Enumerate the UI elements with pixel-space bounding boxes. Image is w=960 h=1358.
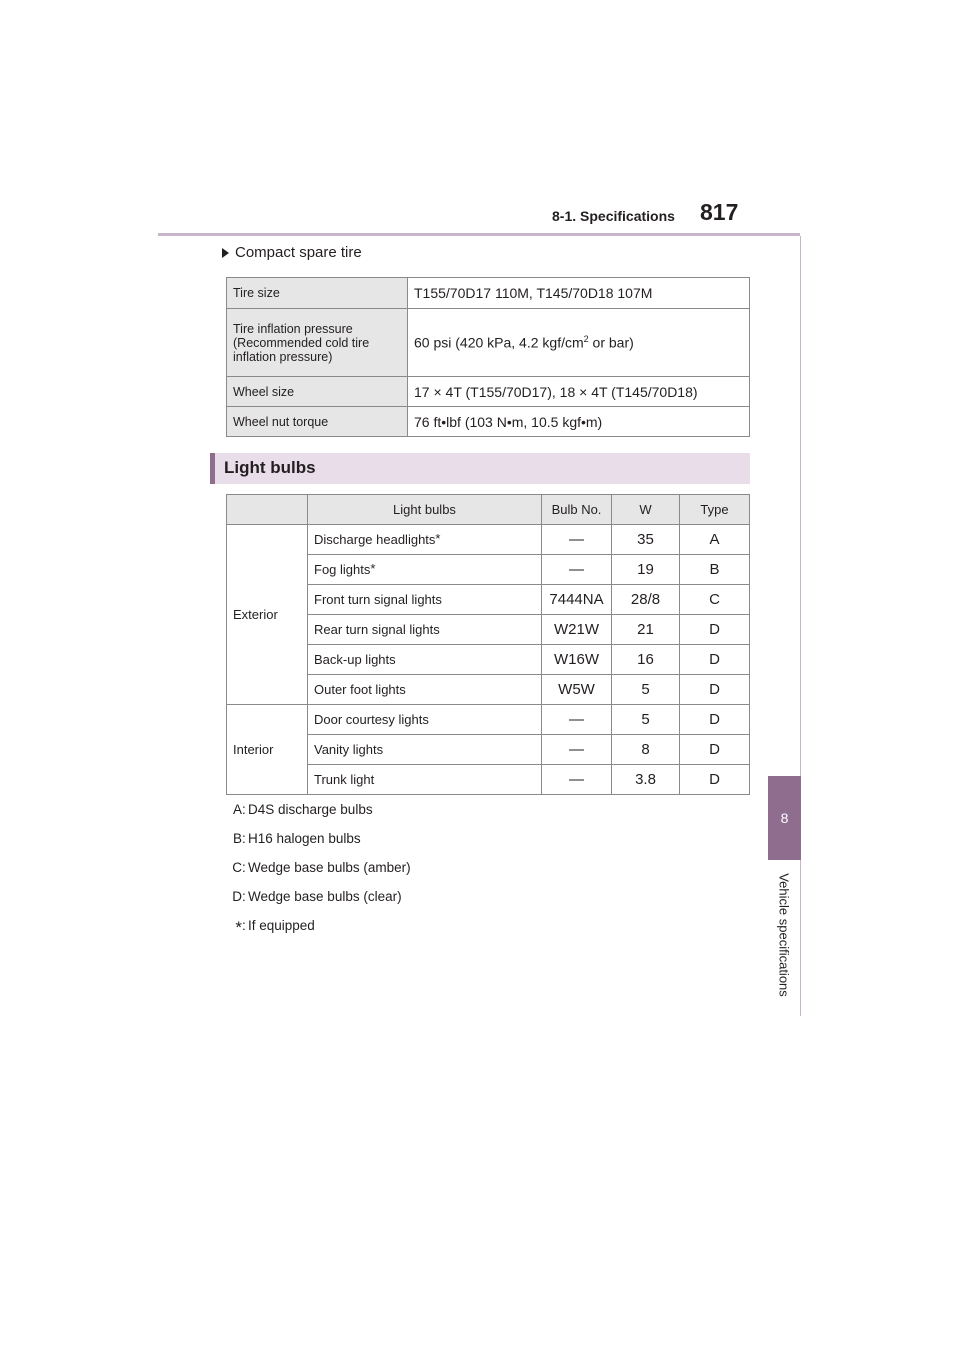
- chapter-number: 8: [780, 810, 789, 826]
- bulb-type: A: [680, 525, 750, 555]
- asterisk-mark: *: [370, 561, 376, 576]
- note-key: *: [235, 918, 242, 937]
- header-light-bulbs: Light bulbs: [308, 495, 542, 525]
- bulb-name: [308, 555, 542, 585]
- bulb-type: D: [680, 765, 750, 795]
- spec-row: [227, 407, 750, 437]
- chapter-tab[interactable]: [768, 776, 801, 860]
- bulb-number: —: [542, 705, 612, 735]
- spec-value: [408, 309, 750, 377]
- light-bulbs-table: [226, 494, 750, 795]
- note-text: Wedge base bulbs (clear): [248, 889, 402, 904]
- group-exterior: Exterior: [227, 525, 308, 705]
- bulb-number: W16W: [542, 645, 612, 675]
- light-bulbs-section-bar: [210, 453, 750, 484]
- spec-key: Tire size: [227, 278, 408, 309]
- section-title: 8-1. Specifications: [552, 208, 675, 224]
- spec-value-end: or bar): [588, 334, 634, 351]
- spec-value: 76 ft•lbf (103 N•m, 10.5 kgf•m): [408, 407, 750, 437]
- side-rule: [800, 236, 801, 1016]
- note-colon: :: [242, 889, 246, 904]
- bulb-name: Trunk light: [308, 765, 542, 795]
- note-item: [224, 918, 411, 947]
- page-number: 817: [700, 199, 739, 225]
- spec-value-sup: 2: [583, 334, 589, 345]
- light-bulbs-title: Light bulbs: [224, 458, 316, 477]
- bulb-number: 7444NA: [542, 585, 612, 615]
- note-key: D: [232, 889, 242, 904]
- bulb-number: —: [542, 765, 612, 795]
- spec-key-line: inflation pressure): [233, 349, 333, 364]
- triangle-bullet-icon: [222, 248, 229, 258]
- note-text: Wedge base bulbs (amber): [248, 860, 411, 875]
- bulb-name: Back-up lights: [308, 645, 542, 675]
- spec-key: Wheel nut torque: [227, 407, 408, 437]
- note-key: B: [232, 831, 242, 846]
- bulb-watts: 28/8: [612, 585, 680, 615]
- bulb-name: Front turn signal lights: [308, 585, 542, 615]
- header-type: Type: [680, 495, 750, 525]
- note-item: [224, 889, 411, 918]
- bulb-number: —: [542, 735, 612, 765]
- bulb-name: Vanity lights: [308, 735, 542, 765]
- chapter-label: Vehicle specifications: [776, 873, 792, 997]
- bulb-number: W5W: [542, 675, 612, 705]
- note-colon: :: [242, 860, 246, 875]
- bulb-watts: 3.8: [612, 765, 680, 795]
- bulb-type: C: [680, 585, 750, 615]
- bulb-number: —: [542, 555, 612, 585]
- bulb-watts: 5: [612, 705, 680, 735]
- note-key: A: [232, 802, 242, 817]
- spec-value: T155/70D17 110M, T145/70D18 107M: [408, 278, 750, 309]
- bulb-type: D: [680, 675, 750, 705]
- bulb-watts: 16: [612, 645, 680, 675]
- bulb-type: B: [680, 555, 750, 585]
- spec-row: [227, 377, 750, 407]
- compact-spare-heading: [222, 244, 362, 261]
- note-item: [224, 831, 411, 860]
- bulb-type: D: [680, 735, 750, 765]
- spec-row: [227, 278, 750, 309]
- bulb-name-text: Discharge headlights: [314, 532, 436, 547]
- bulb-name: [308, 525, 542, 555]
- header-empty-cell: [227, 495, 308, 525]
- note-colon: :: [242, 831, 246, 846]
- spec-key: Wheel size: [227, 377, 408, 407]
- bulb-watts: 19: [612, 555, 680, 585]
- bulb-name-text: Fog lights: [314, 562, 371, 577]
- note-text: H16 halogen bulbs: [248, 831, 361, 846]
- spec-row: [227, 309, 750, 377]
- bulb-type: D: [680, 615, 750, 645]
- bulb-name: Rear turn signal lights: [308, 615, 542, 645]
- asterisk-mark: *: [435, 531, 441, 546]
- bulb-type: D: [680, 645, 750, 675]
- bulb-type: D: [680, 705, 750, 735]
- bulb-watts: 5: [612, 675, 680, 705]
- spec-key-line: (Recommended cold tire: [233, 335, 370, 350]
- header-w: W: [612, 495, 680, 525]
- bulb-name: Door courtesy lights: [308, 705, 542, 735]
- compact-spare-heading-text: Compact spare tire: [235, 244, 362, 261]
- header-bulb-no: Bulb No.: [542, 495, 612, 525]
- header-rule: [158, 233, 800, 236]
- table-row: [227, 525, 750, 555]
- bulb-watts: 35: [612, 525, 680, 555]
- bulb-watts: 8: [612, 735, 680, 765]
- note-item: [224, 860, 411, 889]
- note-text: If equipped: [248, 918, 315, 933]
- spec-value-main: 60 psi (420 kPa, 4.2 kgf/cm: [414, 334, 584, 351]
- note-key: C: [232, 860, 242, 875]
- compact-spare-table: [226, 277, 750, 437]
- bulb-type-notes: [224, 802, 411, 947]
- bulb-name: Outer foot lights: [308, 675, 542, 705]
- section-accent: [210, 453, 215, 484]
- group-interior: Interior: [227, 705, 308, 795]
- note-item: [224, 802, 411, 831]
- note-colon: :: [242, 918, 246, 933]
- spec-value: 17 × 4T (T155/70D17), 18 × 4T (T145/70D18): [408, 377, 750, 407]
- spec-key-line: Tire inflation pressure: [233, 321, 353, 336]
- table-row: [227, 705, 750, 735]
- spec-key: [227, 309, 408, 377]
- note-text: D4S discharge bulbs: [248, 802, 373, 817]
- note-colon: :: [242, 802, 246, 817]
- table-header-row: [227, 495, 750, 525]
- bulb-watts: 21: [612, 615, 680, 645]
- bulb-number: —: [542, 525, 612, 555]
- bulb-number: W21W: [542, 615, 612, 645]
